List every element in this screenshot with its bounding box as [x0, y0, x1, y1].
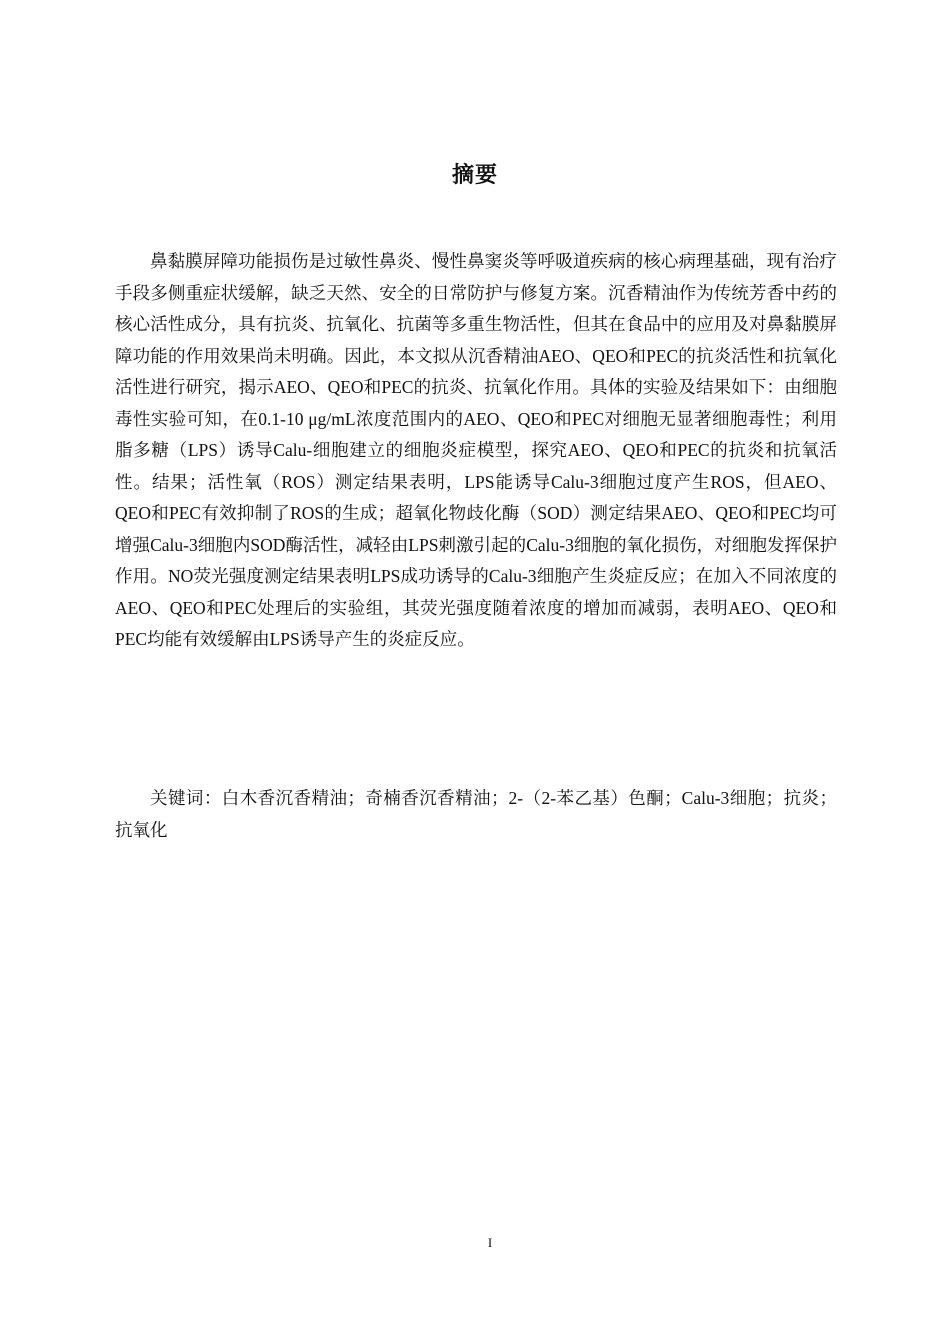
page-number: I [487, 1235, 493, 1250]
page-title: 摘要 [451, 163, 498, 188]
keywords-paragraph: 关键词：白木香沉香精油；奇楠香沉香精油；2-（2-苯乙基）色酮；Calu-3细胞；抗炎；抗氧化 [115, 788, 837, 840]
abstract-paragraph: 鼻黏膜屏障功能损伤是过敏性鼻炎、慢性鼻窦炎等呼吸道疾病的核心病理基础，现有治疗手段多侧重症状缓解，缺乏天然、安全的日常防护与修复方案。沉香精油作为传统芳香中药的核心活性成分，具有抗炎、抗氧化、抗菌等多重生物活性，但其在食品中的应用及对鼻黏膜屏障功能的作用效果尚未明确。因此，本文拟从沉香精油AEO、QEO和PEC的抗炎活性和抗氧化活性进行研究，揭示AEO、QEO和PEC的抗炎、抗氧化作用。具体的实验及结果如下：由细胞毒性实验可知，在0.1-10 μg/mL浓度范围内的AEO、QEO和PEC对细胞无显著细胞毒性；利用脂多糖（LPS）诱导Calu-细胞建立的细胞炎症模型，探究AEO、QEO和PEC的抗炎和抗氧活性。结果；活性氧（ROS）测定结果表明，LPS能诱导Calu-3细胞过度产生ROS，但AEO、QEO和PEC有效抑制了ROS的生成；超氧化物歧化酶（SOD）测定结果AEO、QEO和PEC均可增强Calu-3细胞内SOD酶活性，减轻由LPS刺激引起的Calu-3细胞的氧化损伤，对细胞发挥保护作用。NO荧光强度测定结果表明LPS成功诱导的Calu-3细胞产生炎症反应；在加入不同浓度的AEO、QEO和PEC处理后的实验组，其荧光强度随着浓度的增加而减弱，表明AEO、QEO和PEC均能有效缓解由LPS诱导产生的炎症反应。 [115, 251, 837, 649]
